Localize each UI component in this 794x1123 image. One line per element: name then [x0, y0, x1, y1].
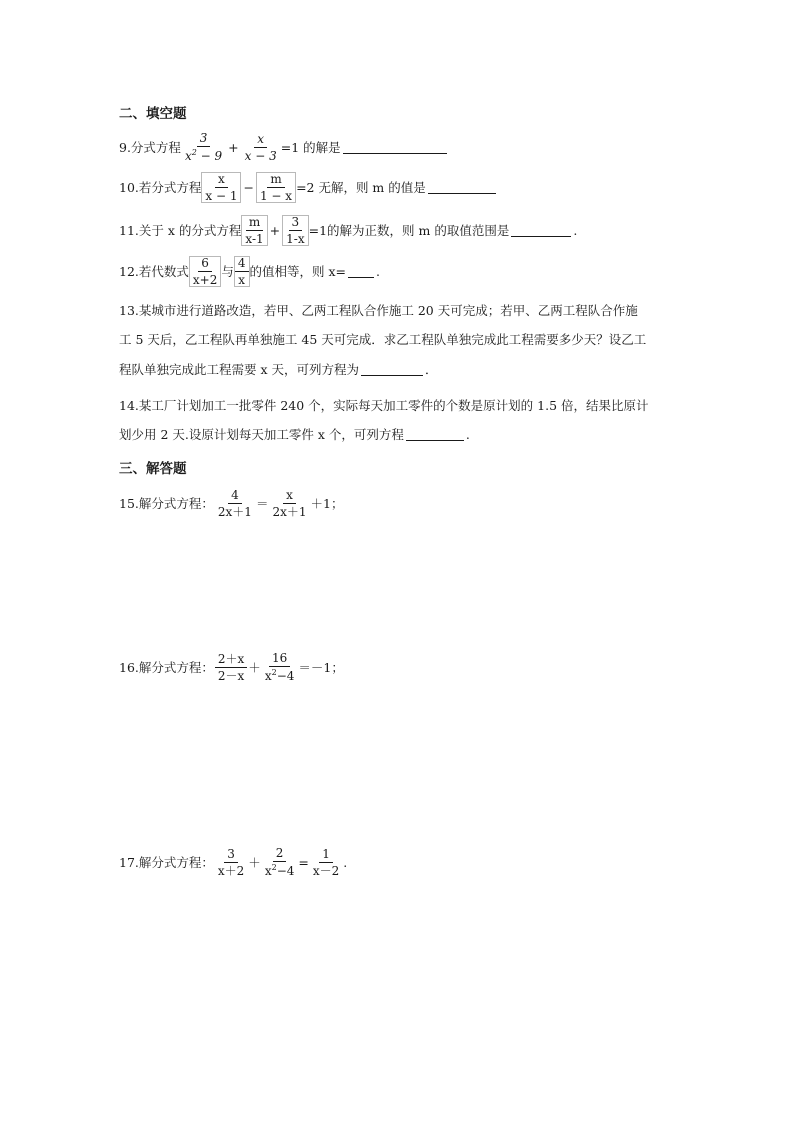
question-11: [119, 215, 577, 245]
q9-fraction-2: [242, 133, 280, 162]
q9-prefix: 9.分式方程: [119, 140, 181, 155]
q12-end: .: [376, 263, 380, 279]
q14-end: .: [465, 426, 470, 442]
q10-f1-denominator: x − 1: [205, 188, 238, 203]
q11-f1-numerator: m: [246, 216, 263, 231]
q16-f1-denominator: 2－x: [217, 668, 245, 683]
question-13-line-3: [119, 359, 438, 379]
q11-prefix: 11.关于 x 的分式方程: [119, 223, 242, 238]
q11-f2-numerator: 3: [289, 216, 303, 231]
q17-f3-denominator: x－2: [312, 863, 340, 878]
question-10: [119, 172, 498, 202]
q11-fraction-1: [242, 216, 266, 245]
q9-operator: +: [228, 139, 239, 155]
q16-f2-denominator: $x^2-4$: [264, 668, 295, 683]
q10-answer-blank[interactable]: [428, 181, 496, 194]
q13-line3-text: 程队单独完成此工程需要 x 天，可列方程为: [119, 362, 359, 377]
q9-suffix: =1 的解是: [280, 140, 341, 155]
q12-suffix: 的值相等，则 x=: [249, 264, 347, 279]
q14-answer-blank[interactable]: [406, 428, 464, 441]
question-17: [119, 847, 347, 877]
q17-fraction-2: [262, 847, 298, 877]
q17-f3-numerator: 1: [319, 848, 333, 863]
q12-prefix: 12.若代数式: [119, 264, 189, 279]
q11-operator: +: [269, 222, 281, 238]
q15-f1-numerator: 4: [228, 489, 242, 504]
question-15: [119, 488, 343, 518]
q15-prefix: 15.解分式方程：: [119, 496, 214, 511]
q9-f2-denominator: x − 3: [244, 148, 277, 163]
q17-f1-denominator: x＋2: [217, 863, 245, 878]
question-9: [119, 132, 449, 162]
q10-suffix: =2 无解，则 m 的值是: [296, 180, 426, 195]
q10-fraction-2: [257, 173, 295, 202]
q12-f2-numerator: 4: [235, 257, 249, 272]
q12-answer-blank[interactable]: [348, 265, 374, 278]
q9-fraction-1: [182, 132, 225, 162]
q12-fraction-1: [190, 257, 220, 286]
q9-f2-numerator: x: [254, 133, 267, 148]
q15-fraction-1: [215, 489, 255, 518]
q13-end: ．: [425, 362, 438, 377]
q17-prefix: 17.解分式方程：: [119, 855, 214, 870]
q15-f2-numerator: x: [283, 489, 296, 504]
question-13-line-2: 工 5 天后，乙工程队再单独施工 45 天可完成．求乙工程队单独完成此工程需要多少天？设乙工: [119, 332, 647, 347]
q10-operator: −: [243, 179, 254, 195]
q11-answer-blank[interactable]: [511, 224, 571, 237]
question-14-line-2: [119, 424, 470, 444]
section-heading-fill-blank: 二、填空题: [119, 106, 187, 122]
q15-suffix: ＋1；: [310, 496, 344, 511]
question-13-line-1: 13.某城市进行道路改造，若甲、乙两工程队合作施工 20 天可完成；若甲、乙两工程队合作施: [119, 303, 638, 318]
q14-line2-text: 划少用 2 天.设原计划每天加工零件 x 个，可列方程: [119, 427, 404, 442]
q17-end: .: [343, 854, 348, 870]
q17-operator: ＋: [248, 855, 261, 870]
q10-f2-denominator: 1 − x: [259, 188, 293, 203]
q10-f1-numerator: x: [215, 173, 228, 188]
q12-mid: 与: [221, 264, 234, 279]
q12-f1-numerator: 6: [198, 257, 212, 272]
question-12: [119, 256, 380, 286]
q9-answer-blank[interactable]: [343, 141, 447, 154]
q11-suffix: =1的解为正数，则 m 的取值范围是: [308, 223, 510, 238]
q15-equals: ＝: [255, 496, 269, 511]
q11-fraction-2: [283, 216, 307, 245]
q11-end: .: [573, 222, 578, 238]
q16-operator: ＋: [248, 660, 261, 675]
q10-prefix: 10.若分式方程: [119, 180, 202, 195]
q16-fraction-2: [262, 652, 298, 682]
q13-answer-blank[interactable]: [361, 363, 423, 376]
q10-f2-numerator: m: [267, 173, 284, 188]
q15-fraction-2: [269, 489, 309, 518]
q15-f1-denominator: 2x＋1: [217, 504, 252, 519]
q16-prefix: 16.解分式方程：: [119, 660, 214, 675]
q12-f1-denominator: x+2: [192, 272, 218, 287]
q12-f2-denominator: x: [238, 272, 246, 287]
q11-f2-denominator: 1-x: [286, 231, 305, 246]
q17-f1-numerator: 3: [224, 848, 238, 863]
q17-f2-denominator: $x^2-4$: [264, 863, 295, 878]
q16-suffix: ＝－1；: [298, 660, 344, 675]
q12-fraction-2: [235, 257, 249, 286]
q10-fraction-1: [202, 173, 240, 202]
q9-f1-denominator: $x^2 - 9$: [184, 148, 223, 163]
q15-f2-denominator: 2x＋1: [272, 504, 307, 519]
q17-fraction-1: [215, 848, 247, 877]
q9-f1-numerator: 3: [197, 132, 211, 147]
q17-f2-numerator: 2: [273, 847, 287, 862]
q17-equals: =: [298, 854, 309, 870]
q11-f1-denominator: x-1: [245, 231, 264, 246]
q16-fraction-1: [215, 653, 247, 682]
q16-f1-numerator: 2＋x: [215, 653, 247, 668]
section-heading-answer: 三、解答题: [119, 461, 187, 477]
q16-f2-numerator: 16: [269, 652, 290, 667]
question-14-line-1: 14.某工厂计划加工一批零件 240 个，实际每天加工零件的个数是原计划的 1.5 倍，结果比原计: [119, 398, 649, 413]
question-16: [119, 652, 344, 682]
q17-fraction-3: [310, 848, 342, 877]
